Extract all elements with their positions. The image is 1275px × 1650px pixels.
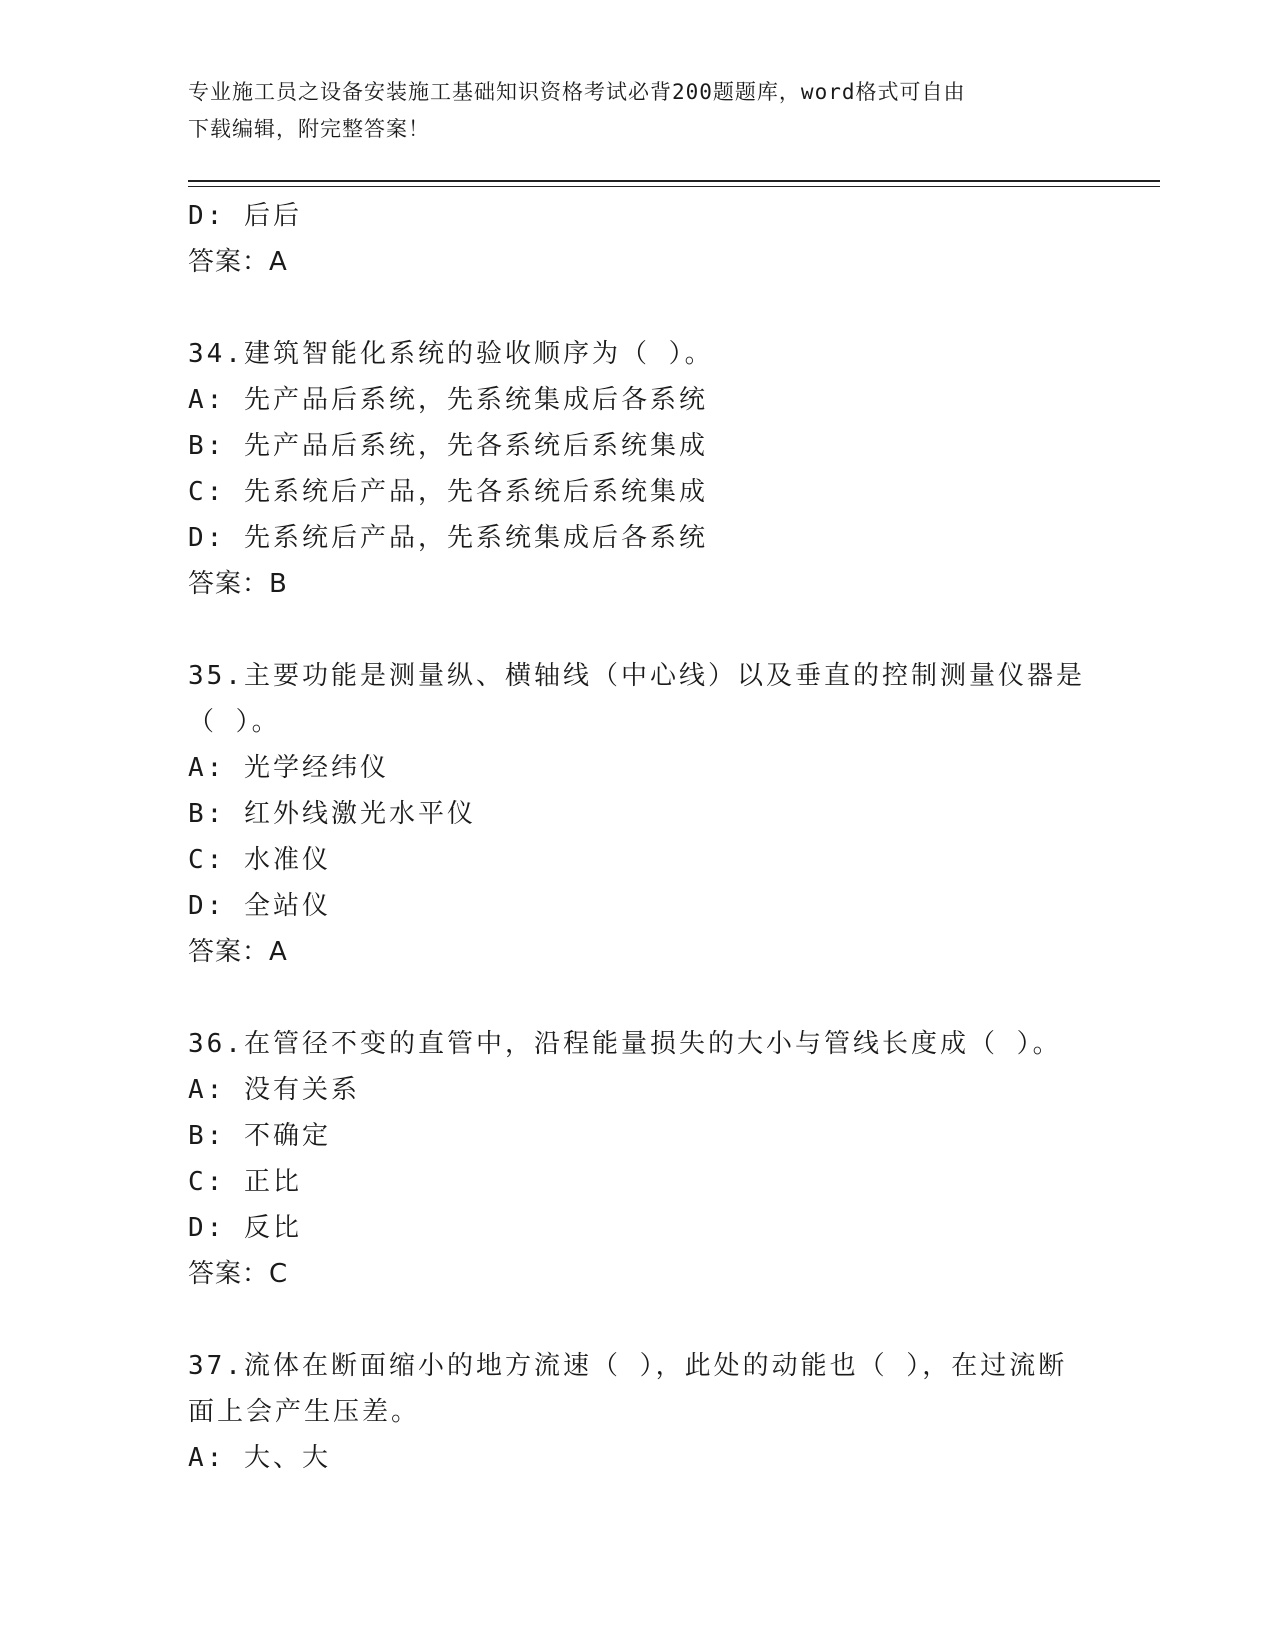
- question-36-text: 36.在管径不变的直管中，沿程能量损失的大小与管线长度成（ ）。: [188, 1029, 1062, 1059]
- question-36-answer: 答案：C: [188, 1259, 289, 1289]
- question-34-option-c: C: 先系统后产品，先各系统后系统集成: [188, 477, 708, 507]
- question-35-option-a: A: 光学经纬仪: [188, 753, 389, 783]
- question-37-text-line-2: 面上会产生压差。: [188, 1397, 421, 1427]
- question-34-option-d: D: 先系统后产品，先系统集成后各系统: [188, 523, 708, 553]
- spacer: [188, 975, 1088, 1021]
- question-36-option-d: D: 反比: [188, 1213, 302, 1243]
- question-35-option-d: D: 全站仪: [188, 891, 331, 921]
- question-35-option-b: B: 红外线激光水平仪: [188, 799, 476, 829]
- question-34-option-b: B: 先产品后系统，先各系统后系统集成: [188, 431, 708, 461]
- header-rule-thick: [188, 180, 1160, 182]
- header-rule-thin: [188, 186, 1160, 187]
- question-34-option-a: A: 先产品后系统，先系统集成后各系统: [188, 385, 708, 415]
- question-37-option-a: A: 大、大: [188, 1443, 331, 1473]
- question-35: [188, 653, 1088, 975]
- question-35-text-line-2: （ ）。: [188, 707, 281, 737]
- question-37-text-line-1: 37.流体在断面缩小的地方流速（ ），此处的动能也（ ），在过流断: [188, 1351, 1068, 1381]
- question-36: [188, 1021, 1088, 1297]
- question-34-text: 34.建筑智能化系统的验收顺序为（ ）。: [188, 339, 714, 369]
- question-36-option-a: A: 没有关系: [188, 1075, 360, 1105]
- question-36-option-b: B: 不确定: [188, 1121, 331, 1151]
- document-header: [188, 74, 1088, 148]
- question-35-text-line-1: 35.主要功能是测量纵、横轴线（中心线）以及垂直的控制测量仪器是: [188, 661, 1085, 691]
- question-list: [188, 193, 1088, 1481]
- spacer: [188, 607, 1088, 653]
- question-35-answer: 答案：A: [188, 937, 288, 967]
- question-34: [188, 331, 1088, 607]
- spacer: [188, 285, 1088, 331]
- prev-answer: 答案：A: [188, 247, 288, 277]
- header-line-2: 下载编辑，附完整答案！: [188, 117, 430, 141]
- question-37: [188, 1343, 1088, 1481]
- question-36-option-c: C: 正比: [188, 1167, 302, 1197]
- question-34-answer: 答案：B: [188, 569, 288, 599]
- question-35-option-c: C: 水准仪: [188, 845, 331, 875]
- spacer: [188, 1297, 1088, 1343]
- prev-option-d: D: 后后: [188, 201, 302, 231]
- header-line-1: 专业施工员之设备安装施工基础知识资格考试必背200题题库，word格式可自由: [188, 80, 966, 104]
